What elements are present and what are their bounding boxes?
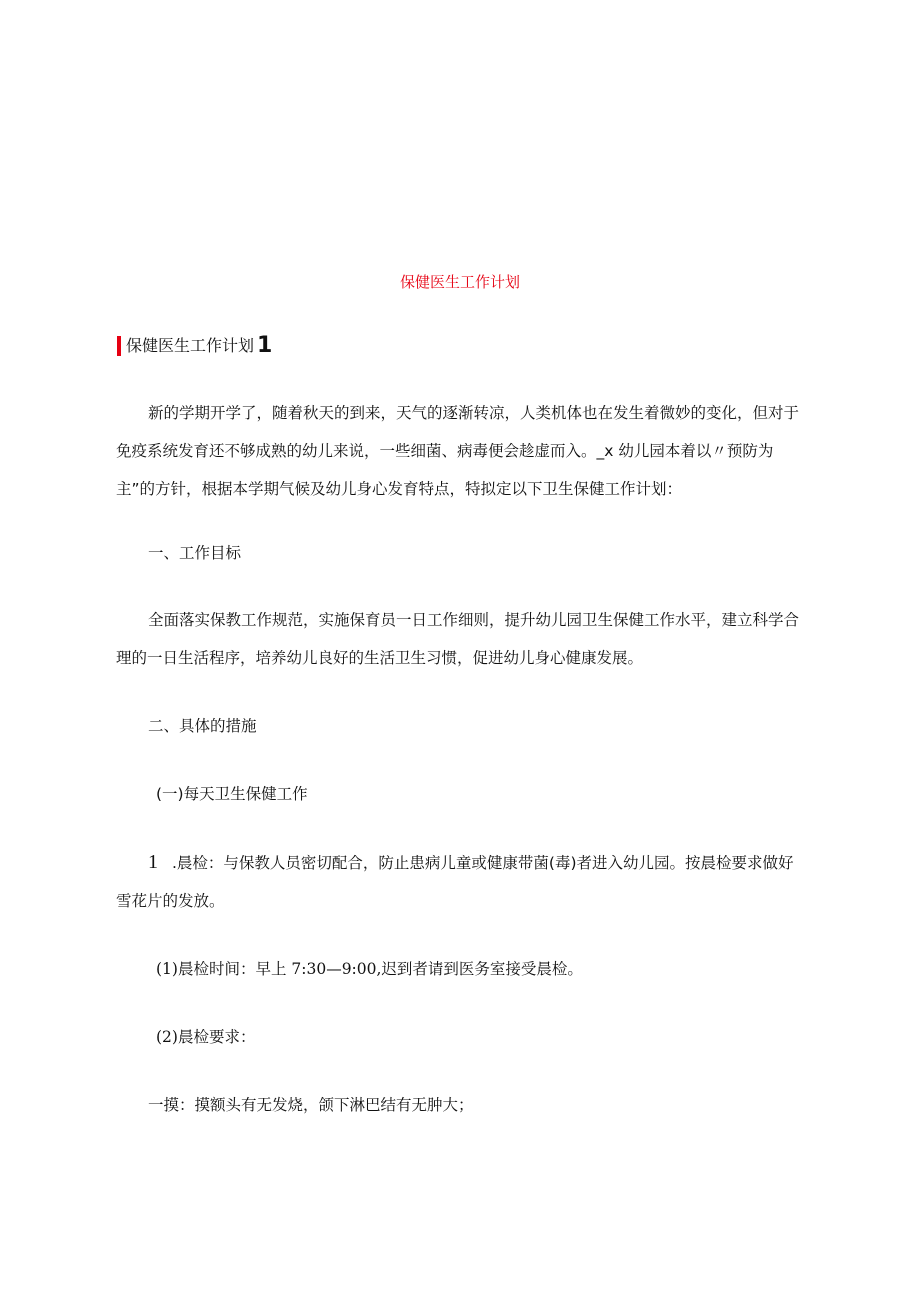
- morning-check-text: .晨检：与保教人员密切配合，防止患病儿童或健康带菌(毒)者进入幼儿园。按晨检要求做好雪花片的发放。: [116, 854, 794, 910]
- heading-work-goals: 一、工作目标: [148, 544, 242, 562]
- section-heading-number: 1: [257, 333, 273, 358]
- heading-accent-bar: [117, 336, 121, 356]
- sub-heading-daily-work: (一)每天卫生保健工作: [156, 785, 308, 803]
- section-heading-text: 保健医生工作计划: [126, 336, 255, 355]
- morning-check-requirements: (2)晨检要求：: [156, 1028, 256, 1046]
- item-number: 1: [148, 851, 158, 873]
- heading-measures: 二、具体的措施: [148, 717, 257, 735]
- section-heading: [117, 334, 272, 358]
- document-title: 保健医生工作计划: [399, 273, 520, 291]
- goal-paragraph: 全面落实保教工作规范，实施保育员一日工作细则，提升幼儿园卫生保健工作水平，建立科学合理的一日生活程序，培养幼儿良好的生活卫生习惯，促进幼儿身心健康发展。: [116, 611, 800, 667]
- intro-paragraph: 新的学期开学了，随着秋天的到来，天气的逐渐转凉，人类机体也在发生着微妙的变化，但对于免疫系统发育还不够成熟的幼儿来说，一些细菌、病毒便会趁虚而入。_x 幼儿园本着以〃预防为主”的方针，根据本学期气候及幼儿身心发育特点，特拟定以下卫生保健工作计划：: [116, 404, 800, 498]
- morning-check-time: (1)晨检时间：早上 7:30—9:00,迟到者请到医务室接受晨检。: [156, 960, 583, 978]
- touch-check-item: 一摸：摸额头有无发烧，颌下淋巴结有无肿大；: [148, 1096, 474, 1114]
- morning-check-paragraph: [116, 843, 806, 920]
